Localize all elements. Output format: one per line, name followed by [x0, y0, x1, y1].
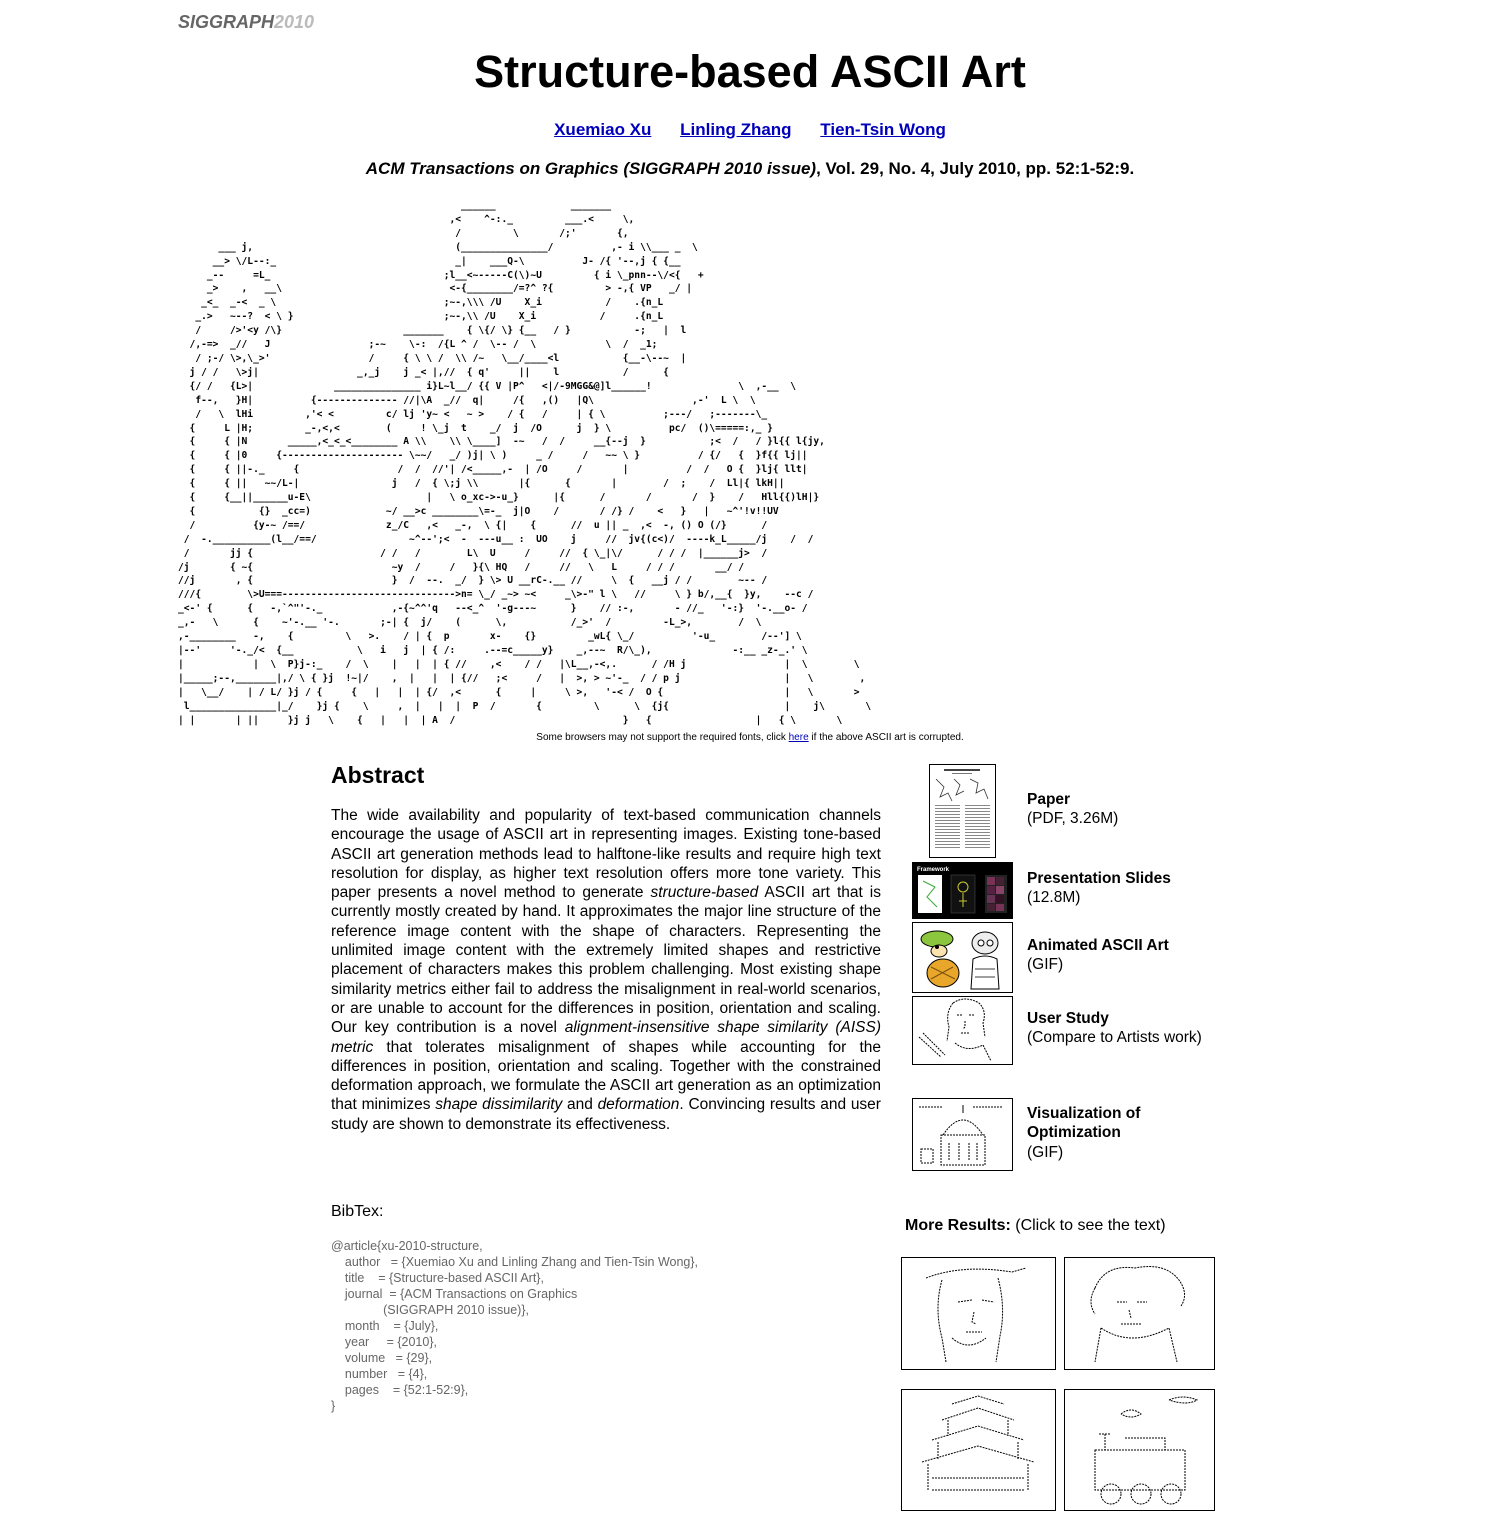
- paper-link[interactable]: Paper: [1027, 791, 1071, 808]
- slides-detail: (12.8M): [1027, 889, 1081, 907]
- more-results-label: More Results:: [905, 1217, 1011, 1234]
- abstract-body: [331, 806, 881, 1134]
- visualization-detail: (GIF): [1027, 1143, 1064, 1161]
- bibtex-label: BibTex:: [331, 1203, 384, 1220]
- abstract-part-1: The wide availability and popularity of text-based communication channels encourage the usage of ASCII art in representing images. Existing tone-based ASCII art generation methods lead to halftone-like results and require high text resolution for display, as higher text resolution offers more tone variety. This paper presents a novel method to generate: [331, 807, 881, 902]
- author-list: [0, 120, 1500, 140]
- animated-resource[interactable]: [1027, 936, 1169, 975]
- slides-thumbnail[interactable]: [912, 862, 1013, 919]
- user-study-detail: (Compare to Artists work): [1027, 1029, 1202, 1047]
- abstract-part-4: and: [562, 1096, 598, 1114]
- paper-thumbnail[interactable]: [929, 764, 996, 858]
- font-note-before: Some browsers may not support the required fonts, click: [536, 732, 789, 743]
- visualization-link[interactable]: Visualization of Optimization: [1027, 1105, 1141, 1142]
- paper-resource[interactable]: [1027, 790, 1118, 829]
- abstract-heading: Abstract: [331, 762, 425, 788]
- logo-main: SIGGRAPH: [178, 12, 275, 32]
- slides-resource[interactable]: [1027, 869, 1171, 908]
- font-note-link[interactable]: here: [788, 732, 809, 743]
- font-note: [0, 732, 1500, 743]
- result-thumbnail-train[interactable]: [1064, 1389, 1215, 1511]
- author-link-xu[interactable]: Xuemiao Xu: [554, 120, 652, 139]
- result-thumbnail-boy[interactable]: [1064, 1257, 1215, 1370]
- visualization-thumbnail[interactable]: [912, 1098, 1013, 1171]
- slides-link[interactable]: Presentation Slides: [1027, 870, 1171, 887]
- ascii-temple-icon: [902, 1390, 1055, 1510]
- result-thumbnail-portrait[interactable]: [901, 1257, 1056, 1370]
- slides-thumb-caption: Framework: [917, 867, 950, 873]
- author-link-wong[interactable]: Tien-Tsin Wong: [820, 120, 946, 139]
- siggraph-logo: [178, 12, 314, 33]
- abstract-emph-2: alignment-insensitive shape similarity (AISS) metric: [331, 1019, 881, 1056]
- ascii-woman-icon: [902, 1258, 1055, 1369]
- result-thumbnail-temple[interactable]: [901, 1389, 1056, 1511]
- ascii-building-icon: [913, 1099, 1012, 1170]
- more-results-heading: [905, 1217, 1166, 1235]
- venue-journal: ACM Transactions on Graphics (SIGGRAPH 2010 issue): [365, 159, 817, 178]
- slides-preview-icon: [913, 863, 1012, 918]
- abstract-part-5: . Convincing results and user study are shown to demonstrate its effectiveness.: [331, 1096, 881, 1133]
- paper-page-icon: [930, 765, 995, 857]
- user-study-link[interactable]: User Study: [1027, 1010, 1109, 1027]
- user-study-thumbnail[interactable]: [912, 996, 1013, 1065]
- abstract-part-2: ASCII art that is currently mostly created by hand. It approximates the major line structure of the reference image content with the shape of characters. Representing the unlimited image content with the extremely limited shapes and restrictive placement of characters makes this problem challenging. Most existing shape similarity metrics either fail to address the misalignment in real-world scenarios, or are unable to account for the differences in position, orientation and scaling. Our key contribution is a novel: [331, 884, 881, 1037]
- publication-venue: [0, 159, 1500, 179]
- author-link-zhang[interactable]: Linling Zhang: [680, 120, 792, 139]
- animated-thumbnail[interactable]: [912, 922, 1013, 993]
- visualization-resource[interactable]: [1027, 1104, 1197, 1162]
- ascii-art-teaser: ______ _______ ,< ^-:._ ___.< \, / \ /;' {, ___ j, (_______________/ ,- i \\___ _ \ __> \/L--:_ _| ___Q-\ J- /{ '--,j { {__ _-- =L_ ;l__<~-----C(\)~U { i \_pnn--\/<{ + _> , __\ <-{________/=?^ ?{ > -,{ VP _/ | _<_ _-< _ \ ;~-,\\\ /U X_i / .{n_L _.> ~--? < \ } ;~-,\\ /U X_i / .{n_L / />'<y /\} _______ { \{/ \} {__ / } -; | l /,-=> _// J ;-~ \-: /{L ^ / \-- / \ \ / _1; / ;-/ \>,\_>' / { \ \ / \\ /~ \__/____<l {__-\--~ | j / / \>j| _,_j j _< |,// { q' || l / { {/ / {L>| _______________ i}L~l__/ {{ V |P^ <|/-9MGG&@]l______! \ ,-__ \ f--, }H| {-------------- //|\A _// q| /{ ,() |Q\ ,-' L \ \ / \ lHi ,'< < c/ lj 'y~ < ~ > / { / | { \ ;---/ ;-------\_ { L |H; _-,<,< ( ! \_j t _/ j /O j } \ pc/ ()\=====:,_ } { { |N _____,<_<_<________ A \\ \\ \____] -~ / / __{--j } ;< / / }l{{ l{jy, { { |0 {--------------------- \~~/ _/ )j| \ ) _ / / ~~ \ } / {/ { }f{{ lj|| { { ||-._ { / / //'| /<_____,- | /O / | / / O { }lj{ llt| { { || ~~/L-| j / { \;j \\ |{ { | / ; / Ll|{ lkH|| { {__||______u-E\ | \ o_xc->-u_} |{ / / / } / Hll{{)lH|} { {} _cc=) ~/ __>c ________\=-_ j|O / / /} / < } | ~^'!v!!UV / {y-~ /==/ z_/C ,< _-, \ {| { // u || _ ,< -, () O (/} / / -.__________(l__/==/ ~^--';< - ---u__ : UO j // jv{(c<)/ ----k_L_____/j / / / jj { / / / L\ U / // { \_|\/ / / / |______j> / /j { ~{ ~y / / }{\ HQ / // \ L / / / __/ / //j , { } / --. _/ } \> U __rC-.__ // \ { __j / / ~-- / ///{ \>U===------------------------------>n= \_/ _~> ~< _\>-" l \ // \ } b/,__{ }y, --c / _<-' { { -,`^"'-._ ,-{~^^'q --<_^ '-g---~ } // :-, - //_ '-:} '-.__o- / _,- \ { ~'-.__ '-. ;-| { j/ ( \, /_>' / -L_>, / \ ,-________ -, { \ >. / | { p x- {} _wL{ \_/ '-u_ /--'] \ |--' '-._/< {__ \ i j | { /: .--=c_____y} _,--~ R/\_), -:__ _z-_.' \ | | \ P}j-:_ / \ | | | { // ,< / / |\L__,-<,. / /H j | \ \ |_____;--,_______|,/ \ { }j !~|/ , | | | {// ;< / | >, > ~'-_ / / p j | \ , | \__/ | / L/ }j / { { | | | {/ ,< { | \ >, '-< / O { | \ > l_______________|_/ }j { \ , | | | P / { \ \ {j{ | j\ \ | | | || }j j \ { | | | A / } { | { \ \: [178, 200, 872, 726]
- bibtex-entry: @article{xu-2010-structure, author = {Xuemiao Xu and Linling Zhang and Tien-Tsin Wong}, title = {Structure-based ASCII Art}, journal = {ACM Transactions on Graphics (SIGGRAPH 2010 issue)}, month = {July}, year = {2010}, volume = {29}, number = {4}, pages = {52:1-52:9}, }: [331, 1239, 699, 1413]
- ascii-boy-icon: [1065, 1258, 1214, 1369]
- logo-year: 2010: [274, 12, 315, 32]
- abstract-emph-4: deformation: [597, 1096, 680, 1114]
- cartoon-characters-icon: [913, 923, 1012, 992]
- abstract-emph-1: structure-based: [650, 884, 759, 902]
- abstract-part-3: that tolerates misalignment of shapes while accounting for the differences in position, orientation and scaling. Together with the constrained deformation approach, we formulate the ASCII art generation as an optimization that minimizes: [331, 1038, 881, 1114]
- ascii-portrait-icon: [913, 997, 1012, 1064]
- user-study-resource[interactable]: [1027, 1009, 1202, 1048]
- venue-details: , Vol. 29, No. 4, July 2010, pp. 52:1-52:9.: [816, 159, 1135, 178]
- more-results-hint: (Click to see the text): [1010, 1217, 1166, 1234]
- ascii-train-icon: [1065, 1390, 1214, 1510]
- abstract-emph-3: shape dissimilarity: [435, 1096, 563, 1114]
- page-title: Structure-based ASCII Art: [474, 46, 1026, 97]
- animated-detail: (GIF): [1027, 956, 1064, 974]
- animated-link[interactable]: Animated ASCII Art: [1027, 937, 1169, 954]
- font-note-after: if the above ASCII art is corrupted.: [808, 732, 964, 743]
- paper-detail: (PDF, 3.26M): [1027, 810, 1119, 828]
